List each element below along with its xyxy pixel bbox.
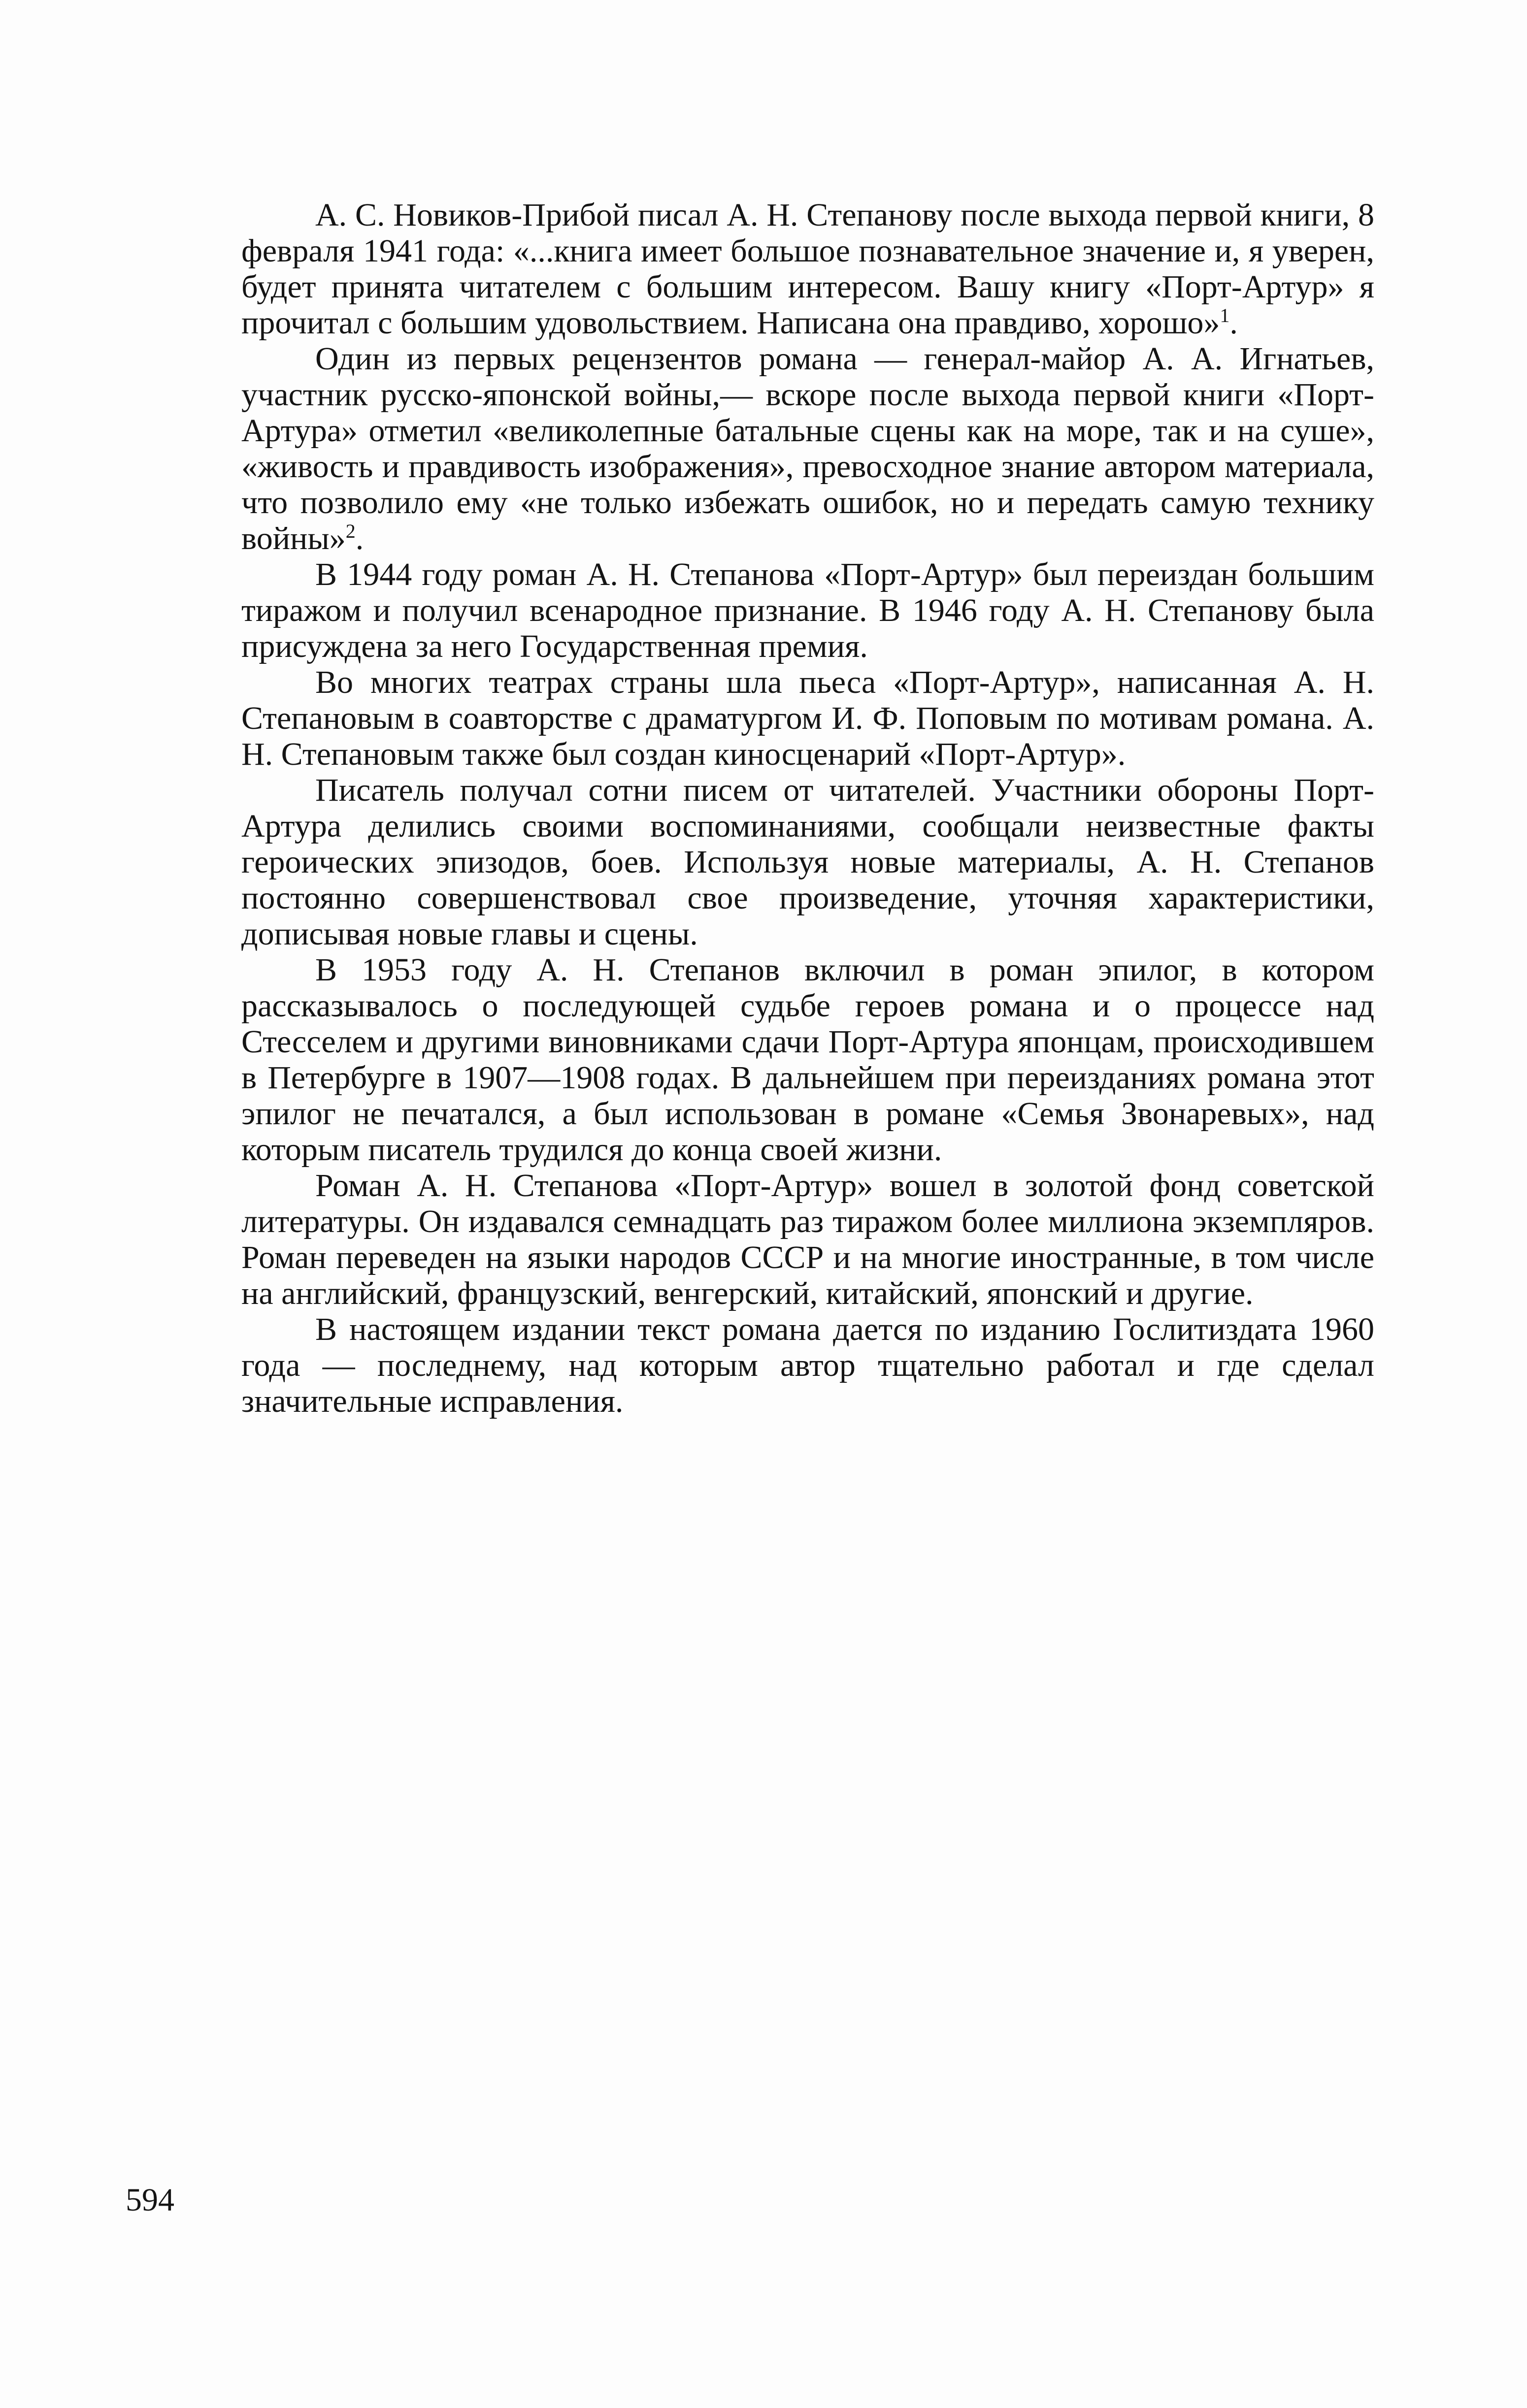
paragraph-7: Роман А. Н. Степанова «Порт-Артур» вошел в золотой фонд советской литературы. Он издавался семнадцать раз тиражом более миллиона экземпляров. Роман переведен на языки народов СССР и на многие иностранные, в том числе на английский, французский, венгерский, китайский, японский и другие. [241,1168,1374,1311]
paragraph-6: В 1953 году А. Н. Степанов включил в роман эпилог, в котором рассказывалось о последующей судьбе героев романа и о процессе над Стесселем и другими виновниками сдачи Порт-Артура японцам, происходившем в Петербурге в 1907—1908 годах. В дальнейшем при переизданиях романа этот эпилог не печатался, а был использован в романе «Семья Звонаревых», над которым писатель трудился до конца своей жизни. [241,952,1374,1168]
paragraph-4: Во многих театрах страны шла пьеса «Порт-Артур», написанная А. Н. Степановым в соавторстве с драматургом И. Ф. Поповым по мотивам романа. А. Н. Степановым также был создан киносценарий «Порт-Артур». [241,664,1374,772]
paragraph-text: А. С. Новиков-Прибой писал А. Н. Степанову после выхода первой книги, 8 февраля 1941 года: «...книга имеет большое познавательное значение и, я уверен, будет принята читателем с большим интересом. Вашу книгу «Порт-Артур» я прочитал с большим удовольствием. Написана она правдиво, хорошо» [241,197,1374,341]
footnote-marker: 2 [345,520,356,542]
page-number: 594 [126,2182,174,2218]
paragraph-tail: . [1229,305,1238,341]
paragraph-5: Писатель получал сотни писем от читателей. Участники обороны Порт-Артура делились своими воспоминаниями, сообщали неизвестные факты героических эпизодов, боев. Используя новые материалы, А. Н. Степанов постоянно совершенствовал свое произведение, уточняя характеристики, дописывая новые главы и сцены. [241,772,1374,952]
paragraph-2 [241,341,1374,556]
paragraph-1 [241,197,1374,341]
body-text [241,197,1374,1419]
footnote-marker: 1 [1220,304,1230,326]
paragraph-tail: . [355,521,364,556]
paragraph-3: В 1944 году роман А. Н. Степанова «Порт-Артур» был переиздан большим тиражом и получил всенародное признание. В 1946 году А. Н. Степанову была присуждена за него Государственная премия. [241,556,1374,664]
paragraph-8: В настоящем издании текст романа дается по изданию Гослитиздата 1960 года — последнему, над которым автор тщательно работал и где сделал значительные исправления. [241,1311,1374,1419]
paragraph-text: Один из первых рецензентов романа — генерал-майор А. А. Игнатьев, участник русско-японской войны,— вскоре после выхода первой книги «Порт-Артура» отметил «великолепные батальные сцены как на море, так и на суше», «живость и правдивость изображения», превосходное знание автором материала, что позволило ему «не только избежать ошибок, но и передать самую технику войны» [241,341,1374,556]
